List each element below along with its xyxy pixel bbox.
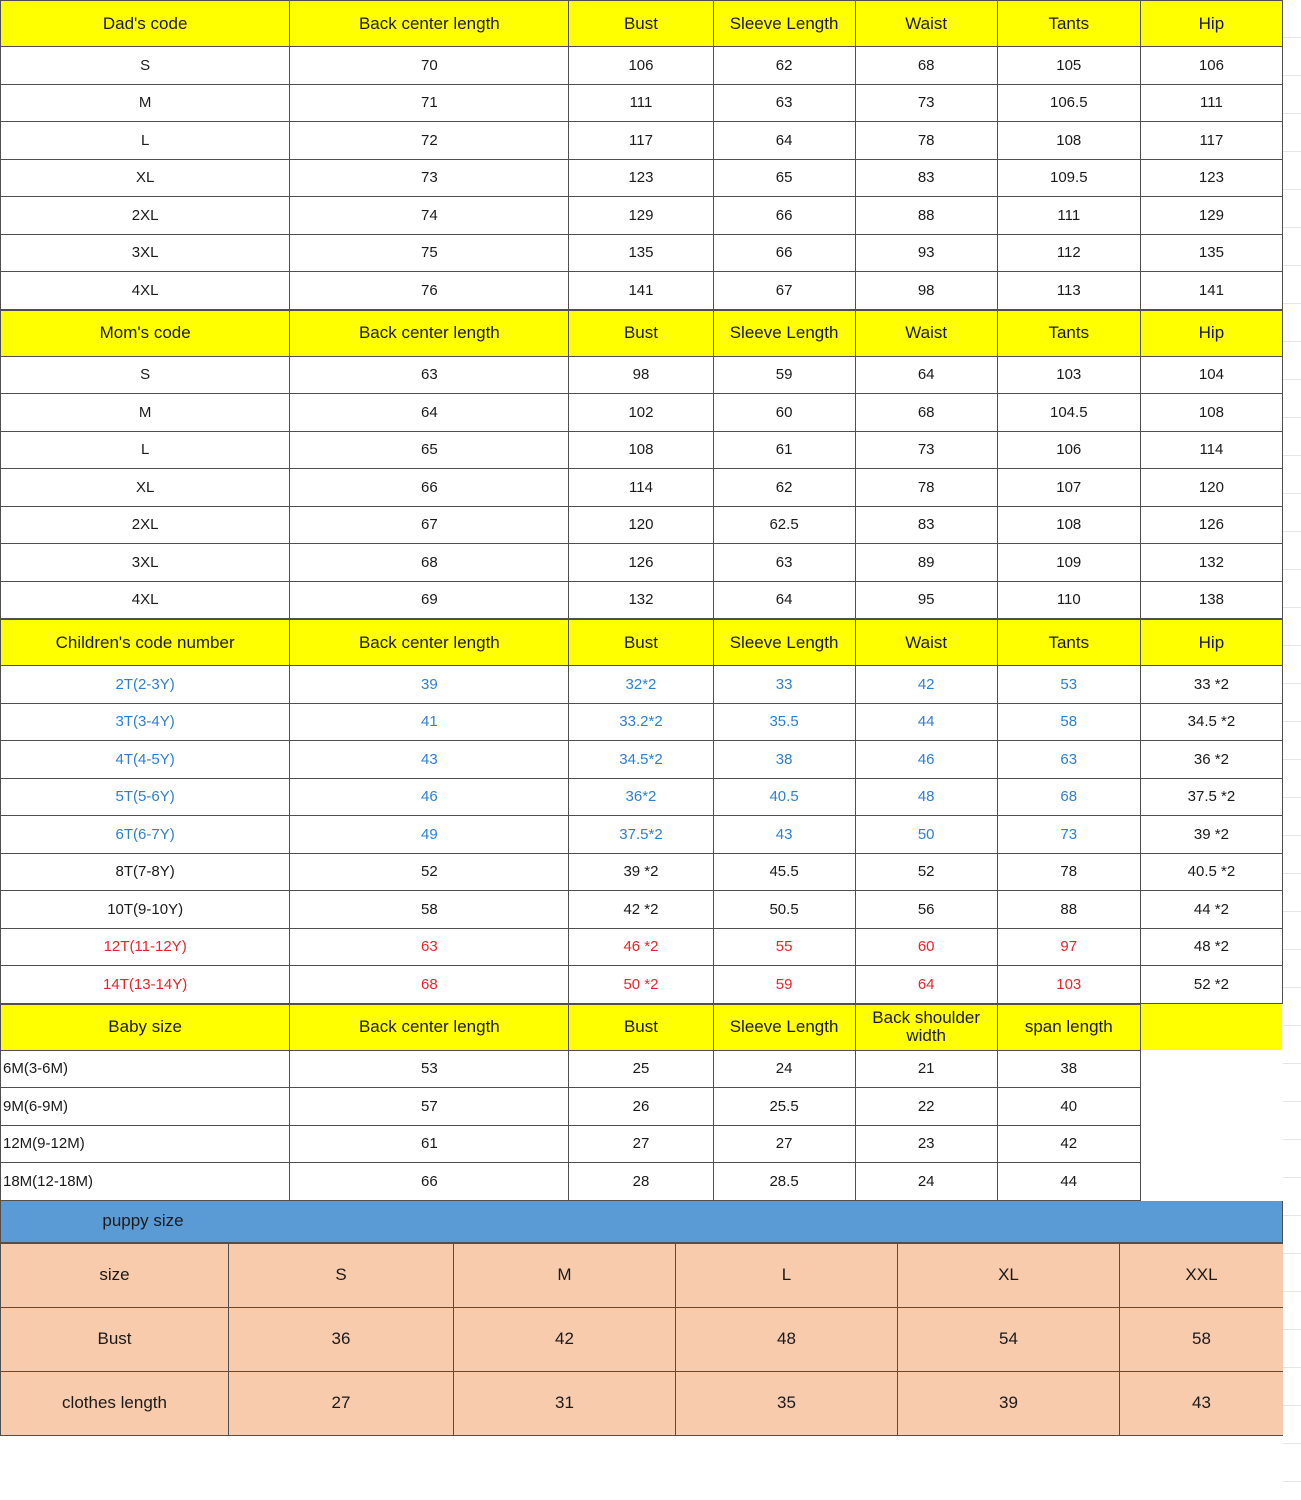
cell-sleeve-length: 63 [713, 84, 855, 122]
cell-size: 6M(3-6M) [1, 1050, 290, 1088]
cell-bust: 33.2*2 [569, 703, 713, 741]
cell-bust: 46 *2 [569, 928, 713, 966]
cell-sleeve-length: 67 [713, 272, 855, 310]
cell-bust-xl: 54 [898, 1307, 1120, 1371]
cell-sleeve-length: 61 [713, 431, 855, 469]
table-row [1, 122, 1283, 160]
dad-header-tants: Tants [997, 1, 1140, 47]
cell-tants: 109 [997, 544, 1140, 582]
table-row [1, 778, 1283, 816]
cell-waist: 88 [855, 197, 997, 235]
cell-bust: 129 [569, 197, 713, 235]
table-row [1, 506, 1283, 544]
cell-hip: 141 [1140, 272, 1282, 310]
cell-sleeve-length: 24 [713, 1050, 855, 1088]
cell-tants: 108 [997, 506, 1140, 544]
cell-back-center-length: 65 [290, 431, 569, 469]
cell-bust: 98 [569, 356, 713, 394]
cell-hip: 106 [1140, 47, 1282, 85]
cell-size: 14T(13-14Y) [1, 966, 290, 1004]
children-header-bust: Bust [569, 620, 713, 666]
table-row [1, 1088, 1283, 1126]
dad-header-waist: Waist [855, 1, 997, 47]
cell-back-center-length: 49 [290, 816, 569, 854]
mom-header-tants: Tants [997, 310, 1140, 356]
cell-back-center-length: 76 [290, 272, 569, 310]
table-row [1, 84, 1283, 122]
cell-back-center-length: 72 [290, 122, 569, 160]
cell-hip: 114 [1140, 431, 1282, 469]
cell-size: 3T(3-4Y) [1, 703, 290, 741]
cell-bust: 28 [569, 1163, 713, 1201]
baby-header-sleeve-length: Sleeve Length [713, 1004, 855, 1050]
cell-hip: 129 [1140, 197, 1282, 235]
cell-back-center-length: 52 [290, 853, 569, 891]
cell-hip: 138 [1140, 581, 1282, 619]
cell-sleeve-length: 59 [713, 966, 855, 1004]
cell-tants: 109.5 [997, 159, 1140, 197]
cell-waist: 52 [855, 853, 997, 891]
cell-bust-s: 36 [229, 1307, 454, 1371]
table-row [1, 1163, 1283, 1201]
cell-sleeve-length: 50.5 [713, 891, 855, 929]
cell-bust: 50 *2 [569, 966, 713, 1004]
mom-header-waist: Waist [855, 310, 997, 356]
cell-hip: 132 [1140, 544, 1282, 582]
cell-bust: 111 [569, 84, 713, 122]
cell-tants: 107 [997, 469, 1140, 507]
cell-size: XL [1, 159, 290, 197]
cell-back-center-length: 58 [290, 891, 569, 929]
cell-waist: 83 [855, 506, 997, 544]
cell-bust: 106 [569, 47, 713, 85]
cell-span-length: 42 [997, 1125, 1140, 1163]
cell-sleeve-length: 45.5 [713, 853, 855, 891]
cell-tants: 78 [997, 853, 1140, 891]
table-row [1, 272, 1283, 310]
cell-hip: 40.5 *2 [1140, 853, 1282, 891]
cell-waist: 44 [855, 703, 997, 741]
cell-sleeve-length: 64 [713, 581, 855, 619]
cell-size: 6T(6-7Y) [1, 816, 290, 854]
puppy-header-m: M [454, 1243, 676, 1307]
cell-bust-m: 42 [454, 1307, 676, 1371]
cell-hip: 52 *2 [1140, 966, 1282, 1004]
table-row [1, 159, 1283, 197]
cell-size: 18M(12-18M) [1, 1163, 290, 1201]
cell-size: L [1, 122, 290, 160]
cell-hip: 36 *2 [1140, 741, 1282, 779]
cell-bust: 108 [569, 431, 713, 469]
children-header-waist: Waist [855, 620, 997, 666]
cell-size: 9M(6-9M) [1, 1088, 290, 1126]
table-row [1, 1371, 1284, 1435]
baby-header-back-shoulder-width: Back shoulder width [855, 1004, 997, 1050]
cell-sleeve-length: 66 [713, 234, 855, 272]
cell-bust: 132 [569, 581, 713, 619]
dad-header-back-center-length: Back center length [290, 1, 569, 47]
children-header-hip: Hip [1140, 620, 1282, 666]
table-row [1, 356, 1283, 394]
cell-size: 4XL [1, 581, 290, 619]
cell-tants: 106.5 [997, 84, 1140, 122]
cell-clothes-length-s: 27 [229, 1371, 454, 1435]
cell-waist: 68 [855, 47, 997, 85]
baby-header-back-center-length: Back center length [290, 1004, 569, 1050]
dad-header-hip: Hip [1140, 1, 1282, 47]
cell-size: 2T(2-3Y) [1, 666, 290, 704]
cell-sleeve-length: 38 [713, 741, 855, 779]
children-header-code: Children's code number [1, 620, 290, 666]
cell-waist: 48 [855, 778, 997, 816]
cell-span-length: 44 [997, 1163, 1140, 1201]
cell-sleeve-length: 35.5 [713, 703, 855, 741]
cell-hip: 39 *2 [1140, 816, 1282, 854]
cell-clothes-length-m: 31 [454, 1371, 676, 1435]
dad-header-code: Dad's code [1, 1, 290, 47]
puppy-size-table [0, 1243, 1284, 1436]
cell-sleeve-length: 40.5 [713, 778, 855, 816]
children-size-table [0, 619, 1283, 1004]
cell-back-center-length: 74 [290, 197, 569, 235]
puppy-header-s: S [229, 1243, 454, 1307]
cell-back-center-length: 71 [290, 84, 569, 122]
cell-back-center-length: 68 [290, 544, 569, 582]
cell-size: 12M(9-12M) [1, 1125, 290, 1163]
cell-span-length: 38 [997, 1050, 1140, 1088]
cell-empty [1140, 1163, 1282, 1201]
mom-header-back-center-length: Back center length [290, 310, 569, 356]
cell-sleeve-length: 25.5 [713, 1088, 855, 1126]
cell-bust: 135 [569, 234, 713, 272]
cell-back-center-length: 41 [290, 703, 569, 741]
cell-hip: 48 *2 [1140, 928, 1282, 966]
cell-tants: 105 [997, 47, 1140, 85]
cell-size: S [1, 356, 290, 394]
cell-size: L [1, 431, 290, 469]
table-row [1, 891, 1283, 929]
baby-header-span-length: span length [997, 1004, 1140, 1050]
table-row [1, 469, 1283, 507]
cell-back-center-length: 63 [290, 356, 569, 394]
cell-bust-xxl: 58 [1120, 1307, 1284, 1371]
puppy-table-header-row [1, 1243, 1284, 1307]
cell-sleeve-length: 28.5 [713, 1163, 855, 1201]
cell-waist: 56 [855, 891, 997, 929]
cell-tants: 103 [997, 356, 1140, 394]
cell-size: 12T(11-12Y) [1, 928, 290, 966]
table-row [1, 581, 1283, 619]
table-row [1, 394, 1283, 432]
dad-header-sleeve-length: Sleeve Length [713, 1, 855, 47]
cell-size: S [1, 47, 290, 85]
cell-bust: 126 [569, 544, 713, 582]
cell-back-shoulder-width: 22 [855, 1088, 997, 1126]
cell-bust: 123 [569, 159, 713, 197]
table-row [1, 741, 1283, 779]
cell-sleeve-length: 60 [713, 394, 855, 432]
cell-bust: 42 *2 [569, 891, 713, 929]
cell-tants: 111 [997, 197, 1140, 235]
cell-size: 10T(9-10Y) [1, 891, 290, 929]
cell-tants: 58 [997, 703, 1140, 741]
cell-tants: 88 [997, 891, 1140, 929]
cell-waist: 73 [855, 84, 997, 122]
cell-sleeve-length: 33 [713, 666, 855, 704]
mom-header-sleeve-length: Sleeve Length [713, 310, 855, 356]
children-header-tants: Tants [997, 620, 1140, 666]
mom-header-code: Mom's code [1, 310, 290, 356]
cell-sleeve-length: 59 [713, 356, 855, 394]
cell-waist: 64 [855, 356, 997, 394]
cell-sleeve-length: 43 [713, 816, 855, 854]
cell-bust: 39 *2 [569, 853, 713, 891]
cell-bust: 27 [569, 1125, 713, 1163]
cell-size: 4XL [1, 272, 290, 310]
cell-bust: 36*2 [569, 778, 713, 816]
cell-size: 5T(5-6Y) [1, 778, 290, 816]
cell-bust: 117 [569, 122, 713, 160]
cell-hip: 117 [1140, 122, 1282, 160]
cell-empty [1140, 1088, 1282, 1126]
table-row [1, 1050, 1283, 1088]
baby-header-size: Baby size [1, 1004, 290, 1050]
mom-header-bust: Bust [569, 310, 713, 356]
cell-waist: 60 [855, 928, 997, 966]
cell-size: 2XL [1, 506, 290, 544]
cell-sleeve-length: 62 [713, 47, 855, 85]
puppy-header-xxl: XXL [1120, 1243, 1284, 1307]
cell-waist: 93 [855, 234, 997, 272]
cell-back-center-length: 69 [290, 581, 569, 619]
cell-sleeve-length: 66 [713, 197, 855, 235]
table-row [1, 197, 1283, 235]
table-row [1, 928, 1283, 966]
mom-size-table [0, 310, 1283, 620]
cell-size: M [1, 394, 290, 432]
cell-back-center-length: 43 [290, 741, 569, 779]
cell-empty [1140, 1125, 1282, 1163]
dad-size-table [0, 0, 1283, 310]
cell-sleeve-length: 55 [713, 928, 855, 966]
cell-clothes-length-l: 35 [676, 1371, 898, 1435]
cell-back-center-length: 64 [290, 394, 569, 432]
cell-hip: 126 [1140, 506, 1282, 544]
cell-hip: 104 [1140, 356, 1282, 394]
cell-waist: 68 [855, 394, 997, 432]
cell-tants: 103 [997, 966, 1140, 1004]
cell-back-center-length: 39 [290, 666, 569, 704]
cell-waist: 78 [855, 469, 997, 507]
mom-header-hip: Hip [1140, 310, 1282, 356]
cell-span-length: 40 [997, 1088, 1140, 1126]
cell-back-shoulder-width: 24 [855, 1163, 997, 1201]
cell-sleeve-length: 64 [713, 122, 855, 160]
table-row [1, 666, 1283, 704]
cell-back-center-length: 66 [290, 469, 569, 507]
cell-clothes-length-xxl: 43 [1120, 1371, 1284, 1435]
cell-hip: 37.5 *2 [1140, 778, 1282, 816]
cell-row-label: clothes length [1, 1371, 229, 1435]
cell-hip: 123 [1140, 159, 1282, 197]
cell-size: 8T(7-8Y) [1, 853, 290, 891]
table-row [1, 853, 1283, 891]
cell-sleeve-length: 62.5 [713, 506, 855, 544]
cell-size: XL [1, 469, 290, 507]
cell-waist: 42 [855, 666, 997, 704]
cell-size: 3XL [1, 234, 290, 272]
cell-back-center-length: 63 [290, 928, 569, 966]
dad-table-header-row [1, 1, 1283, 47]
cell-hip: 111 [1140, 84, 1282, 122]
cell-hip: 33 *2 [1140, 666, 1282, 704]
table-row [1, 1307, 1284, 1371]
cell-tants: 68 [997, 778, 1140, 816]
table-row [1, 703, 1283, 741]
puppy-size-band [0, 1201, 1283, 1243]
baby-size-table [0, 1004, 1283, 1201]
cell-tants: 53 [997, 666, 1140, 704]
cell-tants: 113 [997, 272, 1140, 310]
cell-tants: 106 [997, 431, 1140, 469]
table-row [1, 816, 1283, 854]
cell-size: 4T(4-5Y) [1, 741, 290, 779]
cell-back-center-length: 70 [290, 47, 569, 85]
baby-header-bust: Bust [569, 1004, 713, 1050]
cell-back-center-length: 61 [290, 1125, 569, 1163]
table-row [1, 966, 1283, 1004]
cell-sleeve-length: 27 [713, 1125, 855, 1163]
cell-back-shoulder-width: 21 [855, 1050, 997, 1088]
cell-back-center-length: 57 [290, 1088, 569, 1126]
cell-back-center-length: 53 [290, 1050, 569, 1088]
cell-waist: 50 [855, 816, 997, 854]
cell-hip: 108 [1140, 394, 1282, 432]
cell-tants: 73 [997, 816, 1140, 854]
cell-bust: 26 [569, 1088, 713, 1126]
cell-back-center-length: 66 [290, 1163, 569, 1201]
cell-back-center-length: 46 [290, 778, 569, 816]
cell-bust: 120 [569, 506, 713, 544]
cell-waist: 95 [855, 581, 997, 619]
cell-sleeve-length: 65 [713, 159, 855, 197]
table-row [1, 431, 1283, 469]
children-header-sleeve-length: Sleeve Length [713, 620, 855, 666]
cell-tants: 63 [997, 741, 1140, 779]
puppy-header-size: size [1, 1243, 229, 1307]
cell-bust: 102 [569, 394, 713, 432]
table-row [1, 234, 1283, 272]
table-row [1, 544, 1283, 582]
cell-tants: 97 [997, 928, 1140, 966]
cell-tants: 104.5 [997, 394, 1140, 432]
cell-waist: 78 [855, 122, 997, 160]
cell-size: M [1, 84, 290, 122]
cell-bust-l: 48 [676, 1307, 898, 1371]
baby-table-header-row [1, 1004, 1283, 1050]
cell-bust: 114 [569, 469, 713, 507]
cell-sleeve-length: 63 [713, 544, 855, 582]
cell-waist: 89 [855, 544, 997, 582]
cell-tants: 110 [997, 581, 1140, 619]
cell-back-shoulder-width: 23 [855, 1125, 997, 1163]
cell-size: 3XL [1, 544, 290, 582]
cell-bust: 32*2 [569, 666, 713, 704]
cell-waist: 64 [855, 966, 997, 1004]
cell-back-center-length: 68 [290, 966, 569, 1004]
cell-clothes-length-xl: 39 [898, 1371, 1120, 1435]
cell-waist: 98 [855, 272, 997, 310]
dad-header-bust: Bust [569, 1, 713, 47]
cell-hip: 34.5 *2 [1140, 703, 1282, 741]
puppy-header-l: L [676, 1243, 898, 1307]
cell-bust: 141 [569, 272, 713, 310]
cell-waist: 73 [855, 431, 997, 469]
cell-size: 2XL [1, 197, 290, 235]
cell-tants: 108 [997, 122, 1140, 160]
cell-back-center-length: 75 [290, 234, 569, 272]
cell-bust: 34.5*2 [569, 741, 713, 779]
puppy-header-xl: XL [898, 1243, 1120, 1307]
cell-empty [1140, 1050, 1282, 1088]
cell-bust: 37.5*2 [569, 816, 713, 854]
puppy-size-label: puppy size [102, 1211, 184, 1230]
cell-hip: 44 *2 [1140, 891, 1282, 929]
cell-hip: 135 [1140, 234, 1282, 272]
cell-waist: 83 [855, 159, 997, 197]
mom-table-header-row [1, 310, 1283, 356]
cell-sleeve-length: 62 [713, 469, 855, 507]
cell-tants: 112 [997, 234, 1140, 272]
cell-waist: 46 [855, 741, 997, 779]
cell-hip: 120 [1140, 469, 1282, 507]
baby-header-empty [1140, 1004, 1282, 1050]
table-row [1, 1125, 1283, 1163]
cell-back-center-length: 67 [290, 506, 569, 544]
table-row [1, 47, 1283, 85]
children-header-back-center-length: Back center length [290, 620, 569, 666]
spreadsheet-gridlines [1283, 0, 1301, 1500]
cell-bust: 25 [569, 1050, 713, 1088]
cell-row-label: Bust [1, 1307, 229, 1371]
cell-back-center-length: 73 [290, 159, 569, 197]
children-table-header-row [1, 620, 1283, 666]
